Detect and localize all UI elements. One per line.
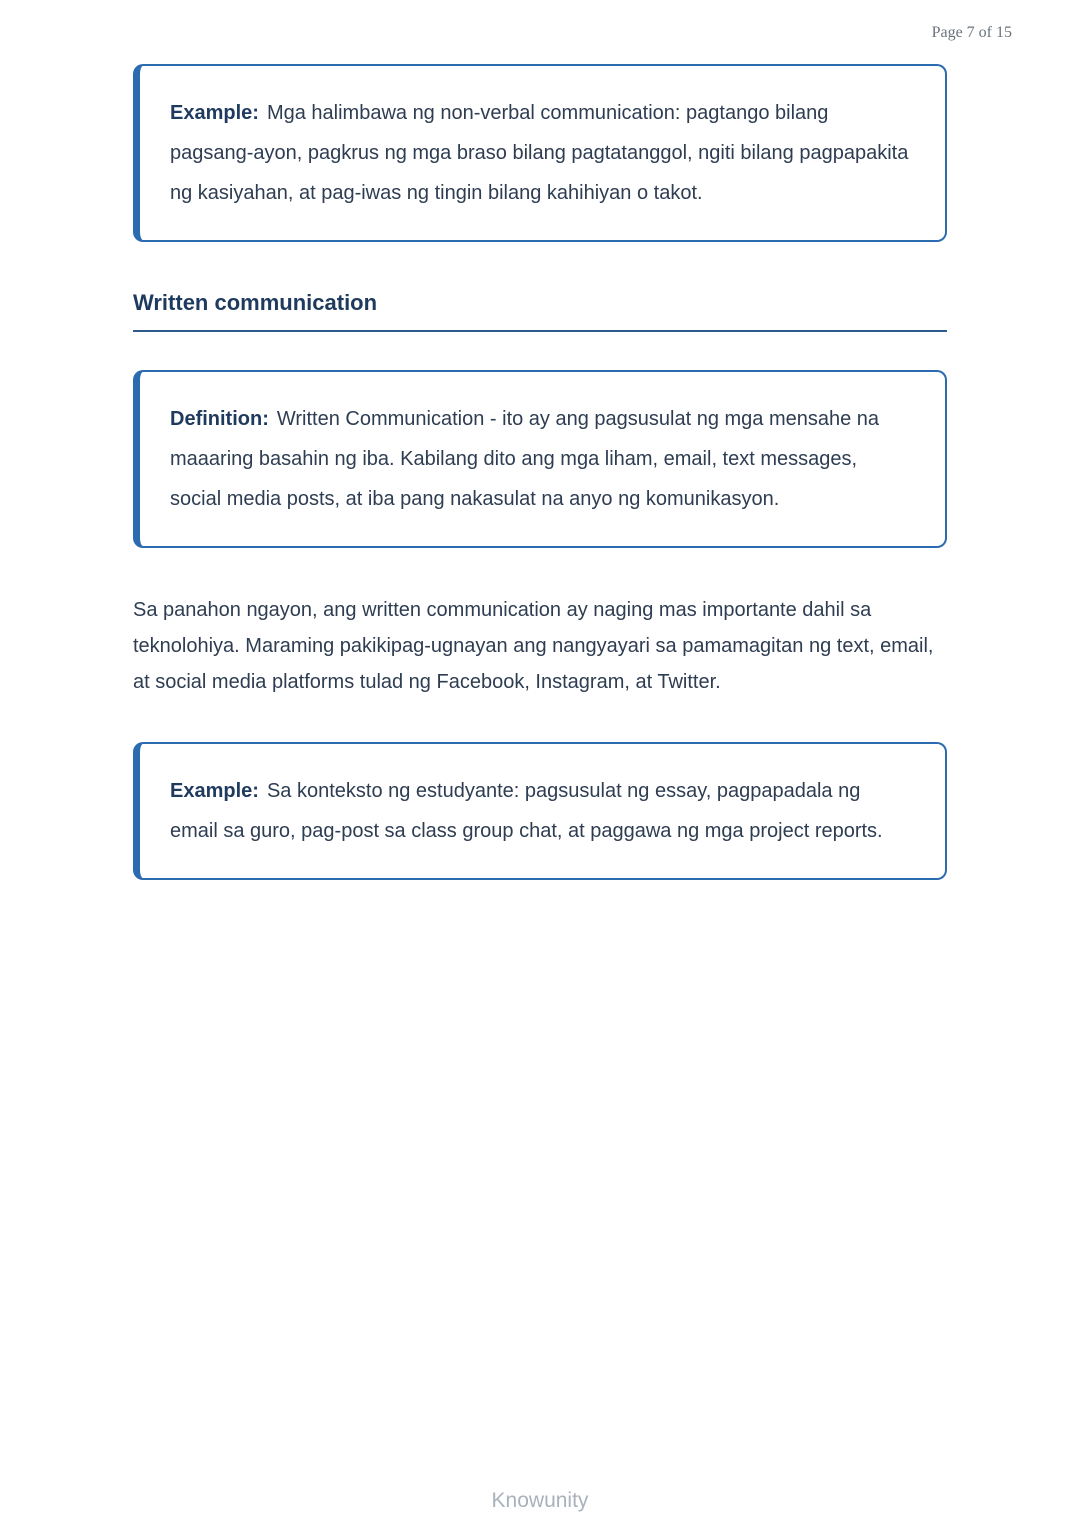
example-callout-2-body	[170, 771, 913, 851]
section-heading-written-communication: Written communication	[133, 290, 947, 332]
definition-callout-body	[170, 399, 913, 519]
example-2-text: Sa konteksto ng estudyante: pagsusulat ng essay, pagpapadala ng email sa guro, pag-post sa class group chat, at paggawa ng mga project reports.	[170, 780, 883, 842]
example-callout-1	[133, 64, 947, 242]
example-2-label: Example:	[170, 780, 259, 802]
footer-brand: Knowunity	[491, 1489, 589, 1512]
example-callout-2	[133, 742, 947, 880]
definition-callout	[133, 370, 947, 548]
body-paragraph: Sa panahon ngayon, ang written communication ay naging mas importante dahil sa teknolohiya. Maraming pakikipag-ugnayan ang nangyayari sa pamamagitan ng text, email, at social media platforms tulad ng Facebook, Instagram, at Twitter.	[133, 599, 934, 693]
definition-text: Written Communication - ito ay ang pagsusulat ng mga mensahe na maaaring basahin ng iba. Kabilang dito ang mga liham, email, text messages, social media posts, at iba pang nakasulat na anyo ng komunikasyon.	[170, 408, 880, 510]
example-1-label: Example:	[170, 102, 259, 124]
definition-label: Definition:	[170, 408, 269, 430]
example-callout-1-body	[170, 93, 913, 213]
example-1-text: Mga halimbawa ng non-verbal communication: pagtango bilang pagsang-ayon, pagkrus ng mga braso bilang pagtatanggol, ngiti bilang pagpapakita ng kasiyahan, at pag-iwas ng tingin bilang kahihiyan o takot.	[170, 102, 909, 204]
page-indicator: Page 7 of 15	[931, 24, 1012, 41]
